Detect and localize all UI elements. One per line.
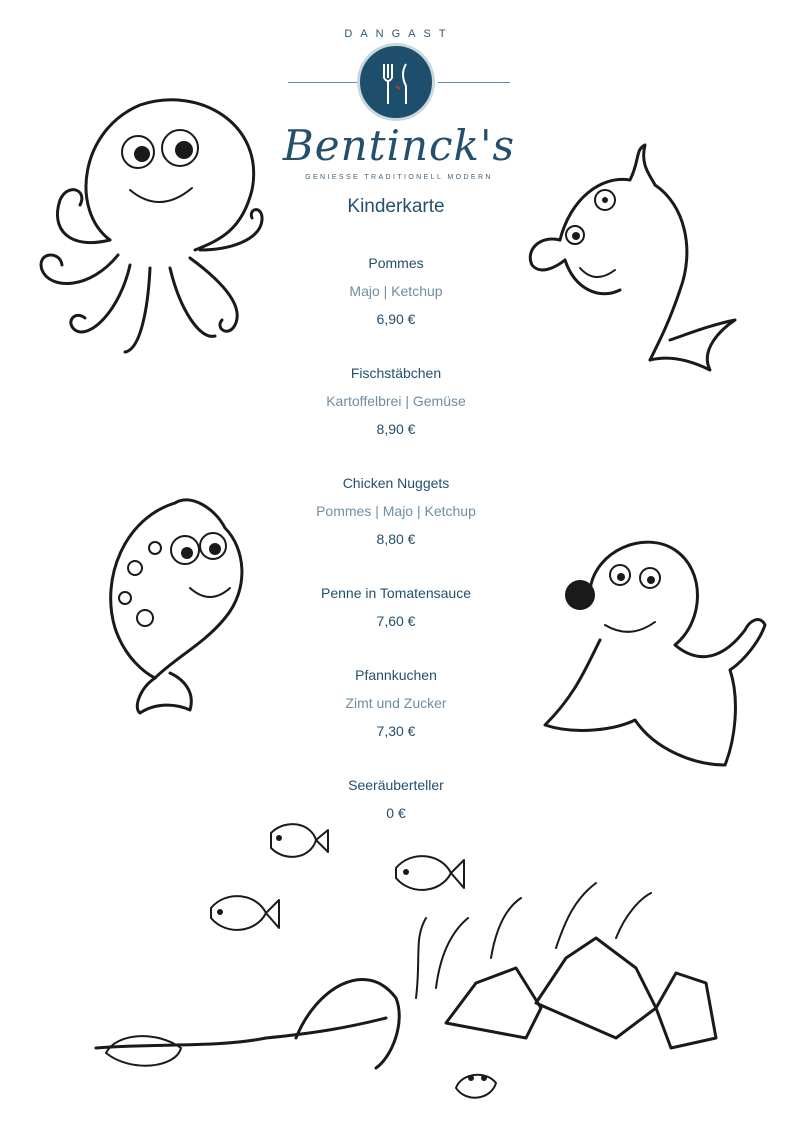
menu-item-price: 8,90 € [376, 421, 416, 437]
menu-item-price: 8,80 € [376, 531, 416, 547]
menu-item [246, 249, 546, 333]
menu-item [246, 359, 546, 443]
dolphin-drawing [520, 140, 750, 380]
menu-item-name: Seeräuberteller [348, 777, 444, 793]
menu-item-description: Zimt und Zucker [345, 695, 447, 711]
logo-divider-left [288, 82, 360, 83]
menu-item-price: 6,90 € [376, 311, 416, 327]
menu-item-name: Pfannkuchen [355, 667, 437, 683]
menu-item-name: Penne in Tomatensauce [321, 585, 471, 601]
menu-item-description: Majo | Ketchup [349, 283, 443, 299]
cutlery-badge-icon [357, 43, 435, 121]
menu-item-description: Pommes | Majo | Ketchup [316, 503, 476, 519]
small-fish-icon [396, 856, 464, 890]
menu-item-name: Chicken Nuggets [342, 475, 450, 491]
menu-item-price: 0 € [386, 805, 406, 821]
underwater-scene-drawing [96, 808, 726, 1120]
menu-item [246, 469, 546, 553]
menu-title: Kinderkarte [347, 196, 445, 217]
menu-item-name: Fischstäbchen [350, 365, 442, 381]
brand-location: DANGAST [344, 28, 454, 40]
logo-divider-right [438, 82, 510, 83]
seal-drawing [535, 530, 775, 770]
menu-item-name: Pommes [368, 255, 424, 271]
restaurant-logo [268, 18, 530, 188]
brand-name: Bentinck's [282, 121, 516, 170]
menu-item [246, 579, 546, 635]
menu-item-description: Kartoffelbrei | Gemüse [326, 393, 466, 409]
menu-item [246, 661, 546, 745]
fish-drawing [95, 488, 255, 718]
octopus-drawing [30, 90, 270, 370]
small-fish-icon [211, 896, 279, 930]
menu-item-price: 7,30 € [376, 723, 416, 739]
brand-tagline: GENIESSE TRADITIONELL MODERN [305, 174, 493, 181]
kids-menu [246, 196, 546, 853]
menu-item-price: 7,60 € [376, 613, 416, 629]
small-fish-icon [271, 824, 328, 857]
